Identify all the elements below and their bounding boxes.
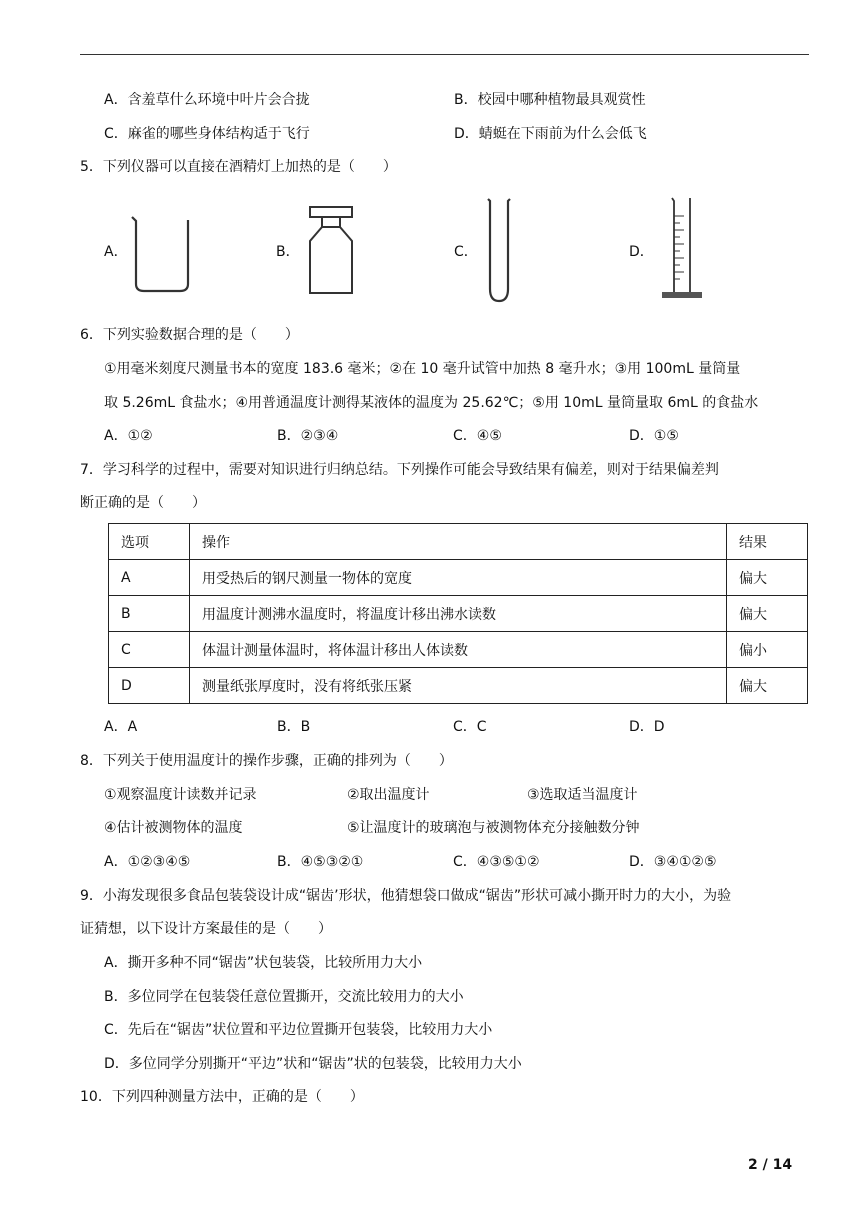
- table-header-cell: 结果: [727, 524, 808, 560]
- q4-option-a: A．含羞草什么环境中叶片会合拢: [104, 92, 310, 108]
- table-row: [109, 632, 808, 668]
- q9-option-b: B．多位同学在包装袋任意位置撕开，交流比较用力的大小: [104, 989, 464, 1005]
- q9-option-c: C．先后在“锯齿”状位置和平边位置撕开包装袋，比较用力大小: [104, 1022, 493, 1038]
- table-header-cell: 选项: [109, 524, 190, 560]
- table-cell: 用受热后的钢尺测量一物体的宽度: [190, 560, 727, 596]
- q6-body-line2: 取 5.26mL 食盐水；④用普通温度计测得某液体的温度为 25.62℃；⑤用 10mL 量筒量取 6mL 的食盐水: [104, 395, 759, 411]
- q8-option-b: B．④⑤③②①: [277, 854, 364, 870]
- q8-option-c: C．④③⑤①②: [453, 854, 540, 870]
- q10-stem: 10．下列四种测量方法中，正确的是（ ）: [80, 1089, 364, 1105]
- q6-option-a: A．①②: [104, 428, 153, 444]
- q5-label-c: C．: [454, 244, 478, 260]
- table-cell: 用温度计测沸水温度时，将温度计移出沸水读数: [190, 596, 727, 632]
- table-cell: 偏大: [727, 668, 808, 704]
- q5-stem: 5．下列仪器可以直接在酒精灯上加热的是（ ）: [80, 159, 397, 175]
- q4-option-c: C．麻雀的哪些身体结构适于飞行: [104, 126, 310, 142]
- q7-stem-line2: 断正确的是（ ）: [80, 495, 206, 511]
- table-cell: 偏小: [727, 632, 808, 668]
- table-cell: 测量纸张厚度时，没有将纸张压紧: [190, 668, 727, 704]
- q7-table: [108, 523, 808, 704]
- table-cell: B: [109, 596, 190, 632]
- q6-body-line1: ①用毫米刻度尺测量书本的宽度 183.6 毫米；②在 10 毫升试管中加热 8 毫升水；③用 100mL 量筒量: [104, 361, 741, 377]
- q6-option-d: D．①⑤: [629, 428, 679, 444]
- q8-option-d: D．③④①②⑤: [629, 854, 717, 870]
- q8-step-3: ③选取适当温度计: [527, 787, 638, 803]
- q7-stem-line1: 7．学习科学的过程中，需要对知识进行归纳总结。下列操作可能会导致结果有偏差，则对于结果偏差判: [80, 462, 719, 478]
- table-cell: C: [109, 632, 190, 668]
- test-tube-icon: [484, 197, 514, 305]
- q9-option-d: D．多位同学分别撕开“平边”状和“锯齿”状的包装袋，比较用力大小: [104, 1056, 522, 1072]
- table-cell: 偏大: [727, 596, 808, 632]
- graduated-cylinder-icon: [658, 196, 706, 304]
- q4-option-d: D．蜻蜓在下雨前为什么会低飞: [454, 126, 647, 142]
- q7-option-d: D．D: [629, 719, 665, 735]
- q6-option-b: B．②③④: [277, 428, 339, 444]
- q6-option-c: C．④⑤: [453, 428, 502, 444]
- q9-stem-line2: 证猜想，以下设计方案最佳的是（ ）: [80, 921, 332, 937]
- header-rule: [80, 54, 809, 55]
- table-cell: A: [109, 560, 190, 596]
- q7-option-a: A．A: [104, 719, 138, 735]
- q6-stem: 6．下列实验数据合理的是（ ）: [80, 327, 299, 343]
- table-row: [109, 596, 808, 632]
- q8-step-5: ⑤让温度计的玻璃泡与被测物体充分接触数分钟: [347, 820, 640, 836]
- q8-stem: 8．下列关于使用温度计的操作步骤，正确的排列为（ ）: [80, 753, 453, 769]
- q7-option-c: C．C: [453, 719, 487, 735]
- q9-stem-line1: 9．小海发现很多食品包装袋设计成“锯齿’形状，他猜想袋口做成“锯齿”形状可减小撕开时力的大小，为验: [80, 888, 732, 904]
- q5-label-d: D．: [629, 244, 654, 260]
- q8-option-a: A．①②③④⑤: [104, 854, 191, 870]
- table-header-cell: 操作: [190, 524, 727, 560]
- table-row: [109, 560, 808, 596]
- table-row: [109, 668, 808, 704]
- table-cell: D: [109, 668, 190, 704]
- reagent-bottle-icon: [304, 205, 358, 297]
- q5-label-b: B．: [276, 244, 300, 260]
- page-number: 2 / 14: [748, 1157, 793, 1173]
- q5-label-a: A．: [104, 244, 128, 260]
- q9-option-a: A．撕开多种不同“锯齿”状包装袋，比较所用力大小: [104, 955, 423, 971]
- table-cell: 偏大: [727, 560, 808, 596]
- q8-step-4: ④估计被测物体的温度: [104, 820, 243, 836]
- q8-step-1: ①观察温度计读数并记录: [104, 787, 257, 803]
- q4-option-b: B．校园中哪种植物最具观赏性: [454, 92, 646, 108]
- q7-option-b: B．B: [277, 719, 311, 735]
- q8-step-2: ②取出温度计: [347, 787, 430, 803]
- table-header-row: [109, 524, 808, 560]
- table-cell: 体温计测量体温时，将体温计移出人体读数: [190, 632, 727, 668]
- beaker-icon: [128, 214, 196, 296]
